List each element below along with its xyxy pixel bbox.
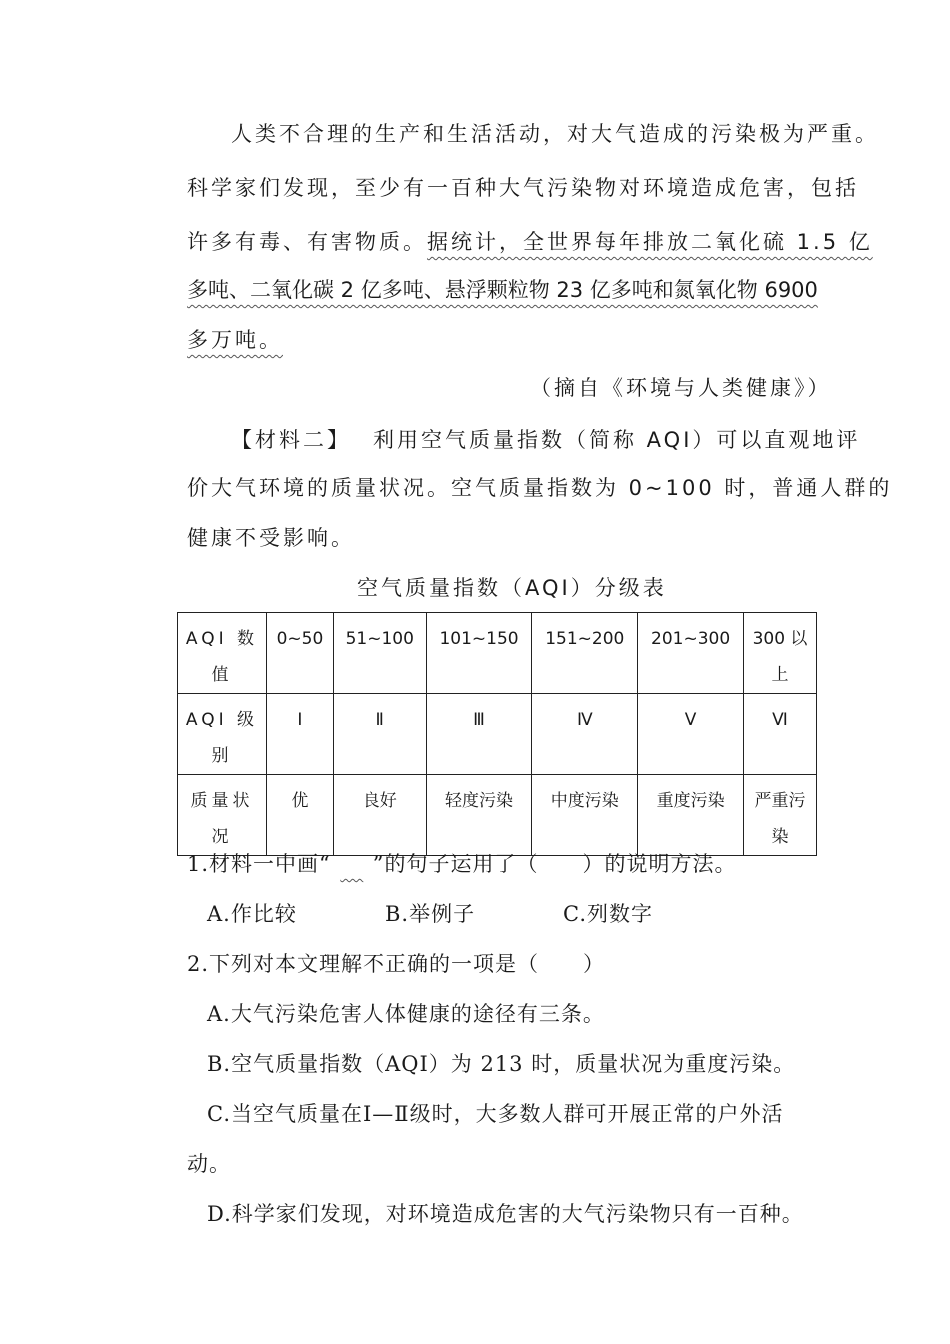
q1-option-c[interactable]: C.列数字 [563,902,653,926]
table-cell: 201~300 [638,613,744,694]
table-cell: Ⅰ [267,694,334,775]
q2-option-a[interactable]: A.大气污染危害人体健康的途径有三条。 [207,1002,605,1026]
q1-option-b[interactable]: B.举例子 [385,902,476,926]
table-cell: 严重污染 [744,775,817,856]
material2-line3: 健康不受影响。 [187,526,355,550]
paragraph1-line4: 多吨、二氧化碳 2 亿多吨、悬浮颗粒物 23 亿多吨和氮氧化物 6900 [187,278,818,302]
table-cell: 51~100 [333,613,426,694]
material2-label: 【材料二】 [231,428,351,452]
q2-option-c[interactable]: C.当空气质量在Ⅰ—Ⅱ级时，大多数人群可开展正常的户外活 [207,1102,784,1126]
table-cell: 0~50 [267,613,334,694]
table-cell: 101~150 [426,613,532,694]
q1-stem-end: ”的句子运用了（ ）的说明方法。 [372,852,737,876]
q2-option-c-continued: 动。 [187,1152,231,1176]
material2-line1-text: 利用空气质量指数（简称 AQI）可以直观地评 [373,428,861,452]
table-cell: 中度污染 [532,775,638,856]
table-cell: Ⅱ [333,694,426,775]
paragraph1-line3-underlined: 据统计，全世界每年排放二氧化硫 1.5 亿 [427,230,873,254]
source-citation: （摘自《环境与人类健康》） [530,376,832,400]
table-cell: Ⅴ [638,694,744,775]
paragraph1-line5: 多万吨。 [187,328,283,352]
table-cell: 151~200 [532,613,638,694]
table-cell: 重度污染 [638,775,744,856]
q1-stem-start: 1.材料一中画“ [187,852,331,876]
paragraph1-line3 [187,226,873,256]
table-cell: 良好 [333,775,426,856]
table-cell: 300 以上 [744,613,817,694]
table-row-quality [178,775,817,856]
table-row-aqi-value [178,613,817,694]
row-header-aqi-value: AQI 数值 [178,613,267,694]
aqi-grade-table [177,612,817,856]
table-cell: Ⅳ [532,694,638,775]
wavy-line-sample [331,852,373,876]
paragraph1-line3-plain: 许多有毒、有害物质。 [187,230,427,254]
q2-stem: 2.下列对本文理解不正确的一项是（ ） [187,952,606,976]
q1-option-a[interactable]: A.作比较 [207,902,297,926]
table-cell: Ⅵ [744,694,817,775]
row-header-quality: 质量状况 [178,775,267,856]
material2-line2: 价大气环境的质量状况。空气质量指数为 0~100 时，普通人群的 [187,476,893,500]
q2-option-b[interactable]: B.空气质量指数（AQI）为 213 时，质量状况为重度污染。 [207,1052,796,1076]
table-cell: 轻度污染 [426,775,532,856]
table-row-aqi-level [178,694,817,775]
table-cell: Ⅲ [426,694,532,775]
paragraph1-line1: 人类不合理的生产和生活活动，对大气造成的污染极为严重。 [231,122,879,146]
paragraph1-line2: 科学家们发现，至少有一百种大气污染物对环境造成危害，包括 [187,176,859,200]
row-header-aqi-level: AQI 级别 [178,694,267,775]
table-cell: 优 [267,775,334,856]
table-title: 空气质量指数（AQI）分级表 [357,576,667,600]
material2-line1 [231,424,860,454]
q2-option-d[interactable]: D.科学家们发现，对环境造成危害的大气污染物只有一百种。 [207,1202,804,1226]
q1-stem [187,848,737,878]
